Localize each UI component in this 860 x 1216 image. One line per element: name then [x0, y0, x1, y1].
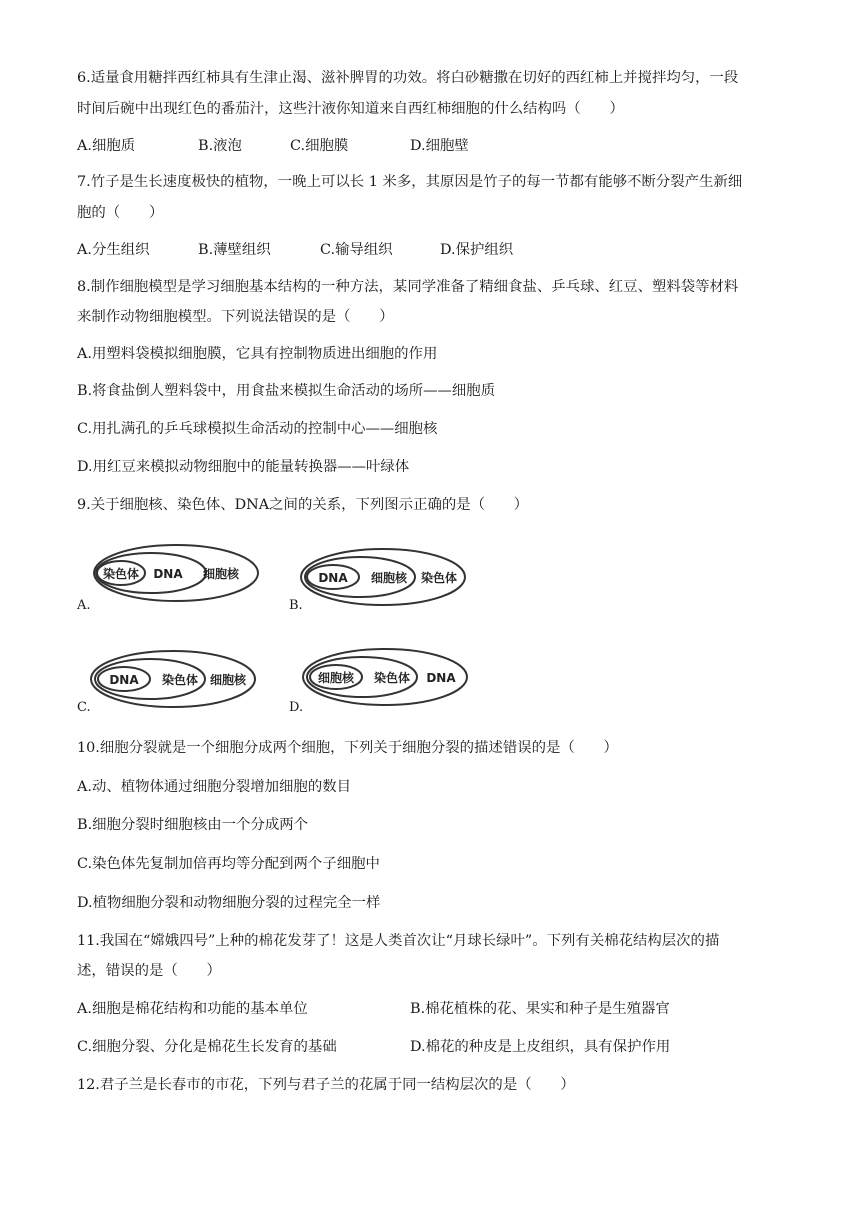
figure-b-inner-label: DNA	[318, 571, 348, 585]
question-10-option-c: C.染色体先复制加倍再均等分配到两个子细胞中	[77, 856, 380, 872]
question-10-text-line1: 10.细胞分裂就是一个细胞分成两个细胞，下列关于细胞分裂的描述错误的是（ ）	[77, 740, 618, 756]
question-7-option-a: A.分生组织	[77, 242, 150, 258]
figure-b-diagram	[298, 546, 468, 608]
question-10-option-b: B.细胞分裂时细胞核由一个分成两个	[77, 817, 309, 833]
figure-c-letter: C.	[77, 700, 91, 715]
figure-b-middle-label: 细胞核	[370, 571, 408, 585]
question-6-option-a: A.细胞质	[77, 138, 136, 154]
figure-d-letter: D.	[289, 700, 304, 715]
question-11-text-line2: 述，错误的是（ ）	[77, 963, 221, 979]
figure-d-outer-label: DNA	[426, 671, 456, 685]
question-11-option-a: A.细胞是棉花结构和功能的基本单位	[77, 1001, 308, 1017]
figure-a-outer-label: 细胞核	[202, 567, 240, 581]
figure-a-diagram	[91, 542, 261, 604]
question-6-text-line1: 6.适量食用糖拌西红柿具有生津止渴、滋补脾胃的功效。将白砂糖撒在切好的西红柿上并搅拌均匀，一段	[77, 70, 739, 86]
question-6-text-line2: 时间后碗中出现红色的番茄汁，这些汁液你知道来自西红柿细胞的什么结构吗（ ）	[77, 101, 624, 117]
figure-d-middle-label: 染色体	[373, 671, 411, 685]
figure-d-nested-ellipses	[300, 646, 470, 708]
question-7-option-d: D.保护组织	[440, 242, 514, 258]
question-8-option-b: B.将食盐倒人塑料袋中，用食盐来模拟生命活动的场所——细胞质	[77, 383, 496, 399]
figure-c-diagram	[88, 648, 258, 710]
figure-c-nested-ellipses	[88, 648, 258, 710]
question-7-text-line1: 7.竹子是生长速度极快的植物，一晚上可以长 1 米多，其原因是竹子的每一节都有能够不断分裂产生新细	[77, 174, 743, 190]
figure-b-letter: B.	[289, 598, 303, 613]
question-8-option-a: A.用塑料袋模拟细胞膜，它具有控制物质进出细胞的作用	[77, 346, 438, 362]
figure-c-outer-label: 细胞核	[209, 673, 247, 687]
question-8-text-line2: 来制作动物细胞模型。下列说法错误的是（ ）	[77, 309, 394, 325]
figure-c-middle-label: 染色体	[161, 673, 199, 687]
question-11-text-line1: 11.我国在“嫦娥四号”上种的棉花发芽了！这是人类首次让“月球长绿叶”。下列有关棉花结构层次的描	[77, 933, 720, 949]
figure-a-inner-label: 染色体	[102, 567, 140, 581]
figure-a-middle-label: DNA	[153, 567, 183, 581]
figure-a-nested-ellipses	[91, 542, 261, 604]
question-11-option-b: B.棉花植株的花、果实和种子是生殖器官	[410, 1001, 670, 1017]
question-8-option-c: C.用扎满孔的乒乓球模拟生命活动的控制中心——细胞核	[77, 421, 438, 437]
question-7-text-line2: 胞的（ ）	[77, 205, 164, 221]
question-8-text-line1: 8.制作细胞模型是学习细胞基本结构的一种方法，某同学准备了精细食盐、乒乓球、红豆、塑料袋等材料	[77, 279, 739, 295]
question-10-option-d: D.植物细胞分裂和动物细胞分裂的过程完全一样	[77, 895, 381, 911]
question-6-option-b: B.液泡	[198, 138, 242, 154]
figure-d-inner-label: 细胞核	[317, 671, 355, 685]
question-6-option-c: C.细胞膜	[290, 138, 349, 154]
figure-b-outer-label: 染色体	[420, 571, 458, 585]
figure-c-inner-label: DNA	[109, 673, 139, 687]
question-7-option-b: B.薄壁组织	[198, 242, 271, 258]
figure-a-letter: A.	[77, 598, 91, 613]
question-9-text-line1: 9.关于细胞核、染色体、DNA之间的关系，下列图示正确的是（ ）	[77, 497, 529, 513]
question-11-option-c: C.细胞分裂、分化是棉花生长发育的基础	[77, 1039, 337, 1055]
figure-b-nested-ellipses	[298, 546, 468, 608]
question-7-option-c: C.输导组织	[320, 242, 393, 258]
question-11-option-d: D.棉花的种皮是上皮组织，具有保护作用	[410, 1039, 671, 1055]
figure-d-diagram	[300, 646, 470, 708]
question-8-option-d: D.用红豆来模拟动物细胞中的能量转换器——叶绿体	[77, 459, 410, 475]
question-6-option-d: D.细胞壁	[410, 138, 469, 154]
question-12-text-line1: 12.君子兰是长春市的市花，下列与君子兰的花属于同一结构层次的是（ ）	[77, 1077, 575, 1093]
question-10-option-a: A.动、植物体通过细胞分裂增加细胞的数目	[77, 779, 351, 795]
